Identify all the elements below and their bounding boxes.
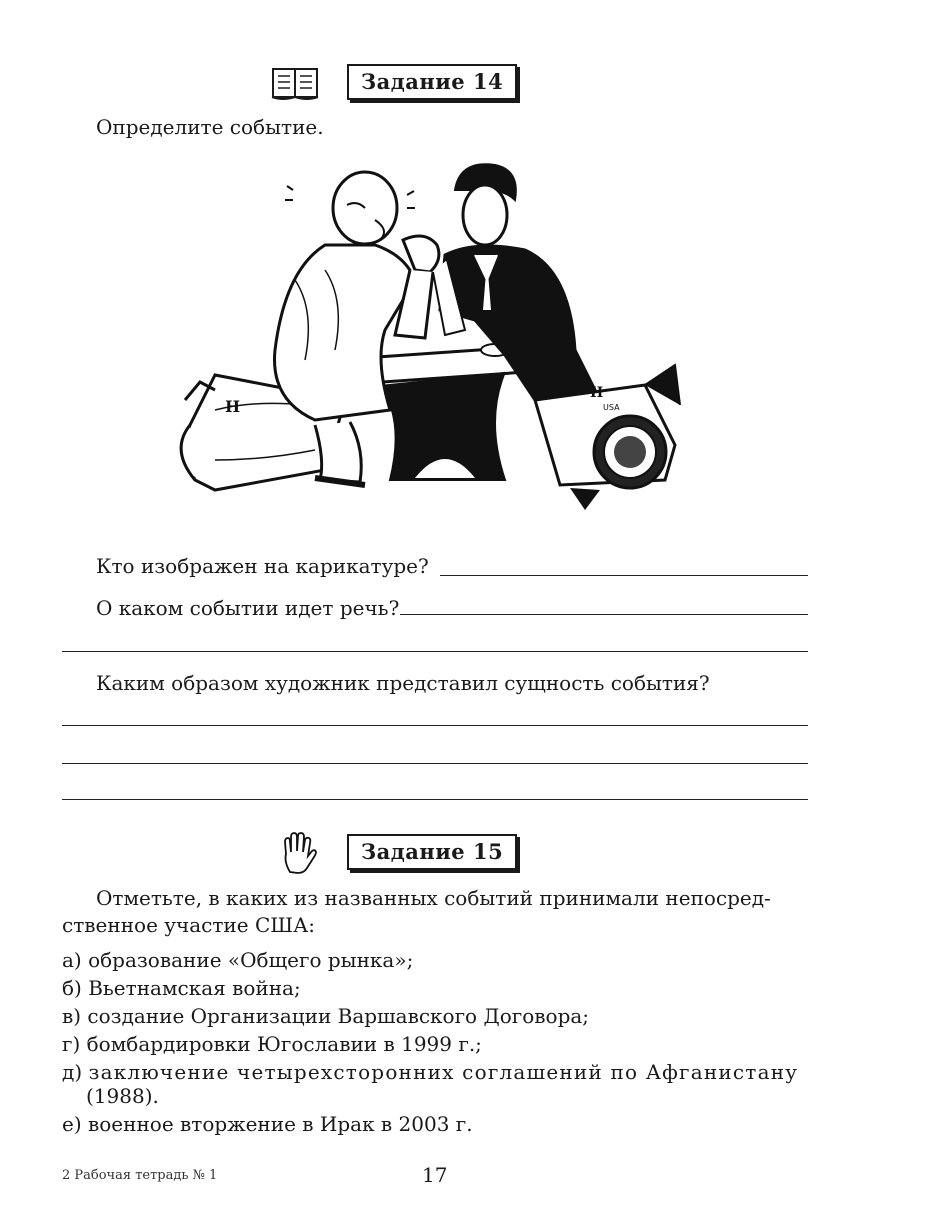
svg-text:H: H [590, 385, 604, 401]
book-icon [270, 66, 320, 102]
task-14-title: Задание 14 [347, 64, 517, 100]
option-letter: г) [62, 1032, 81, 1056]
option-letter: в) [62, 1004, 82, 1028]
question-essence: Каким образом художник представил сущность события? [96, 671, 710, 695]
option-d-continued [86, 1083, 159, 1109]
option-text: (1988). [86, 1084, 159, 1108]
option-text: создание Организации Варшавского Договора; [87, 1004, 590, 1028]
svg-text:USA: USA [603, 403, 620, 412]
option-letter: а) [62, 948, 82, 972]
question-event: О каком событии идет речь? [96, 596, 400, 620]
answer-line-who[interactable] [440, 575, 808, 576]
option-text: заключение четырехсторонних соглашений по Афганистану [88, 1060, 799, 1084]
task-14-instruction: Определите событие. [96, 115, 324, 139]
option-g[interactable] [62, 1031, 482, 1057]
option-e[interactable] [62, 1111, 473, 1137]
option-letter: б) [62, 976, 82, 1000]
svg-text:H: H [225, 397, 241, 416]
hand-icon [280, 832, 318, 874]
footer-workbook-label: 2 Рабочая тетрадь № 1 [62, 1168, 218, 1183]
answer-line-event-2[interactable] [62, 651, 808, 652]
option-v[interactable] [62, 1003, 589, 1029]
answer-line-essence-3[interactable] [62, 799, 808, 800]
question-who: Кто изображен на карикатуре? [96, 554, 429, 578]
task-15-intro-line-2: ственное участие США: [62, 913, 315, 937]
option-text: образование «Общего рынка»; [88, 948, 414, 972]
option-letter: е) [62, 1112, 82, 1136]
option-a[interactable] [62, 947, 413, 973]
option-text: бомбардировки Югославии в 1999 г.; [86, 1032, 482, 1056]
answer-line-essence-1[interactable] [62, 725, 808, 726]
task-15-intro-line-1: Отметьте, в каких из названных событий принимали непосред- [96, 886, 771, 910]
page-number: 17 [422, 1163, 448, 1187]
option-b[interactable] [62, 975, 301, 1001]
cartoon-illustration [175, 160, 695, 515]
task-15-title: Задание 15 [347, 834, 517, 870]
answer-line-essence-2[interactable] [62, 763, 808, 764]
option-d[interactable] [62, 1059, 808, 1085]
option-letter: д) [62, 1060, 83, 1084]
option-text: Вьетнамская война; [88, 976, 301, 1000]
option-text: военное вторжение в Ирак в 2003 г. [88, 1112, 473, 1136]
answer-line-event[interactable] [400, 614, 808, 615]
